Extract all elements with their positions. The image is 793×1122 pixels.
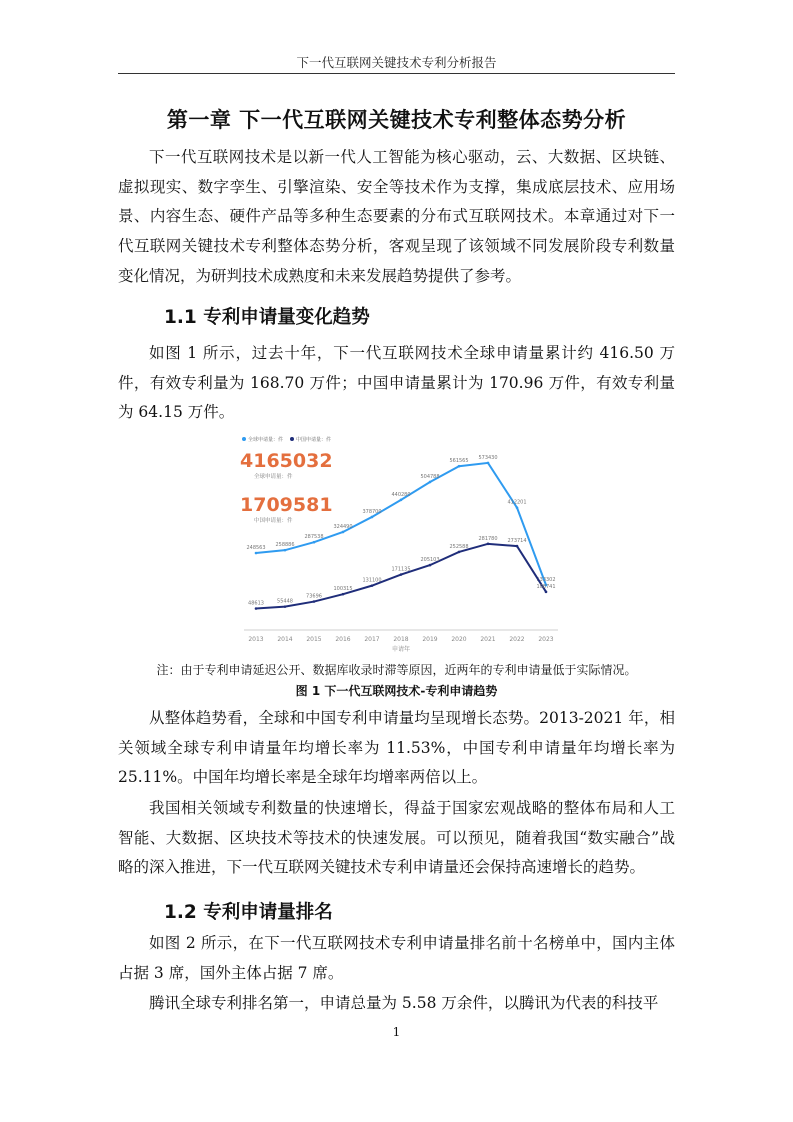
intro-paragraph: 下一代互联网技术是以新一代人工智能为核心驱动，云、大数据、区块链、虚拟现实、数字孪生、引擎渲染、安全等技术作为支撑，集成底层技术、应用场景、内容生态、硬件产品等多种生态要素的分布式互联网技术。本章通过对下一代互联网关键技术专利整体态势分析，客观呈现了该领域不同发展阶段专利数量变化情况，为研判技术成熟度和未来发展趋势提供了参考。: [118, 148, 675, 285]
figure-caption: 图 1 下一代互联网技术-专利申请趋势: [295, 684, 498, 698]
x-tick-label: 2013: [248, 636, 264, 643]
data-label: 378700: [362, 508, 382, 515]
data-label: 55448: [277, 598, 293, 605]
data-label: 258886: [275, 542, 295, 549]
data-label: 171135: [391, 566, 411, 573]
data-point: [516, 506, 519, 509]
running-header: 下一代互联网关键技术专利分析报告: [296, 55, 497, 70]
series-line-1: [256, 544, 546, 609]
data-point: [342, 531, 345, 534]
page-number: 1: [392, 1025, 401, 1039]
section-1-2-paragraph-2: 腾讯全球专利排名第一，申请总量为 5.58 万余件，以腾讯为代表的科技平: [149, 994, 659, 1012]
data-label: 133302: [536, 577, 556, 584]
patent-trend-chart: [236, 432, 566, 654]
data-label: 48613: [248, 600, 264, 607]
section-1-1-paragraph-3: 我国相关领域专利数量的快速增长，得益于国家宏观战略的整体布局和人工智能、大数据、区块技术等技术的快速发展。可以预见，随着我国“数实融合”战略的深入推进，下一代互联网关键技术专利申请量还会保持高速增长的趋势。: [118, 799, 675, 877]
data-point: [284, 549, 287, 552]
data-label: 131100: [362, 577, 382, 584]
data-point: [342, 593, 345, 596]
data-label: 205103: [420, 557, 440, 564]
data-point: [516, 545, 519, 548]
data-point: [255, 607, 258, 610]
data-point: [400, 499, 403, 502]
data-label: 440280: [391, 491, 411, 498]
x-tick-label: 2023: [538, 636, 554, 643]
data-label: 287538: [304, 534, 324, 541]
figure-note: 注：由于专利申请延迟公开、数据库收录时滞等原因，近两年的专利申请量低于实际情况。: [156, 663, 637, 677]
x-tick-label: 2021: [480, 636, 496, 643]
total-value-0: 4165032: [240, 450, 333, 472]
data-label: 412201: [507, 499, 527, 506]
legend-label-0: 全球申请量：件: [248, 437, 284, 443]
data-point: [400, 573, 403, 576]
data-label: 252588: [449, 543, 469, 550]
data-label: 281780: [478, 535, 498, 542]
data-label: 324490: [333, 523, 353, 530]
x-tick-label: 2018: [393, 636, 409, 643]
data-label: 504788: [420, 473, 440, 480]
data-label: 73696: [306, 593, 322, 600]
data-label: 273714: [507, 538, 527, 545]
header-rule: [118, 73, 675, 74]
data-point: [371, 516, 374, 519]
x-tick-label: 2022: [509, 636, 525, 643]
data-point: [371, 584, 374, 587]
data-label: 108741: [536, 583, 556, 590]
legend-label-1: 中国申请量：件: [296, 437, 332, 443]
data-point: [313, 541, 316, 544]
data-point: [284, 605, 287, 608]
chart-svg: [236, 432, 566, 654]
data-point: [487, 543, 490, 546]
section-title-1-1: 1.1 专利申请量变化趋势: [164, 307, 370, 328]
total-value-1: 1709581: [240, 494, 333, 516]
legend-marker-1: [290, 437, 294, 441]
data-label: 248563: [246, 545, 266, 552]
total-label-1: 中国申请量：件: [254, 518, 293, 524]
section-1-1-paragraph-1: 如图 1 所示，过去十年，下一代互联网技术全球申请量累计约 416.50 万件，有效专利量为 168.70 万件；中国申请量累计为 170.96 万件，有效专利量为 64.15 万件。: [118, 344, 675, 422]
data-point: [313, 600, 316, 603]
x-tick-label: 2019: [422, 636, 438, 643]
total-label-0: 全球申请量：件: [254, 474, 293, 480]
data-point: [545, 591, 548, 594]
data-label: 561565: [449, 458, 469, 465]
data-point: [487, 462, 490, 465]
x-tick-label: 2020: [451, 636, 467, 643]
x-tick-label: 2017: [364, 636, 380, 643]
x-axis-label: 申请年: [391, 646, 411, 653]
section-title-1-2: 1.2 专利申请量排名: [164, 902, 333, 923]
legend-marker-0: [242, 437, 246, 441]
data-point: [429, 481, 432, 484]
data-label: 100315: [333, 586, 353, 593]
x-tick-label: 2014: [277, 636, 293, 643]
section-1-2-paragraph-1: 如图 2 所示，在下一代互联网技术专利申请量排名前十名榜单中，国内主体占据 3 席，国外主体占据 7 席。: [118, 934, 675, 982]
data-point: [255, 552, 258, 555]
data-label: 573430: [478, 454, 498, 461]
x-tick-label: 2016: [335, 636, 351, 643]
chapter-title: 第一章 下一代互联网关键技术专利整体态势分析: [166, 108, 627, 132]
data-point: [429, 564, 432, 567]
data-point: [458, 551, 461, 554]
x-tick-label: 2015: [306, 636, 322, 643]
data-point: [458, 465, 461, 468]
section-1-1-paragraph-2: 从整体趋势看，全球和中国专利申请量均呈现增长态势。2013-2021 年，相关领域全球专利申请量年均增长率为 11.53%，中国专利申请量年均增长率为 25.11%。中国年均增长率是全球年均增率两倍以上。: [118, 709, 675, 787]
